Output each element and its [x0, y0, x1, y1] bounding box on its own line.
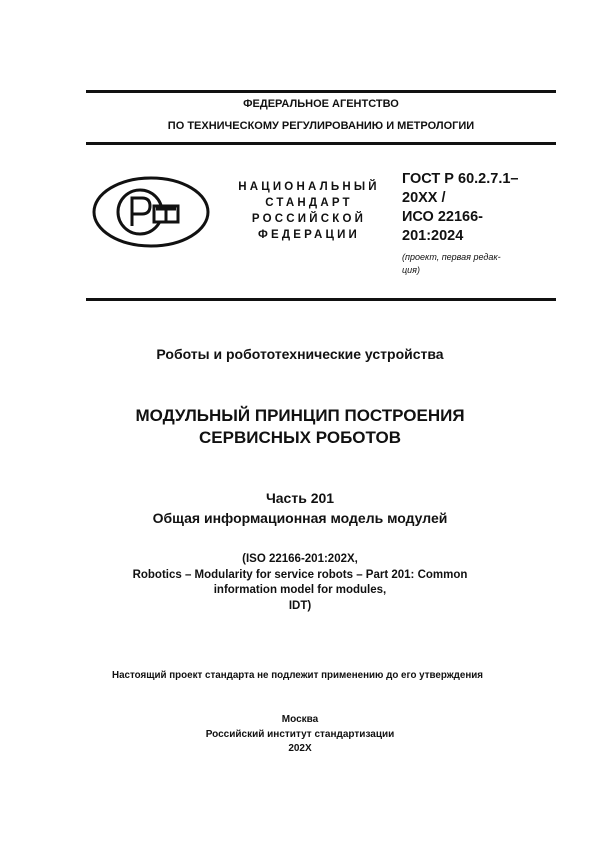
- publication-year: 202X: [288, 743, 312, 754]
- header-rule: [86, 142, 556, 145]
- part-title: [40, 488, 560, 528]
- designation-line-2: 20XX /: [402, 190, 446, 206]
- draft-note: [402, 251, 552, 277]
- draft-note-line-2: ция): [402, 265, 420, 275]
- agency-line-1: ФЕДЕРАЛЬНОЕ АГЕНТСТВО: [243, 98, 399, 110]
- title-line-1: МОДУЛЬНЫЙ ПРИНЦИП ПОСТРОЕНИЯ: [135, 406, 465, 425]
- agency-line-2: ПО ТЕХНИЧЕСКОМУ РЕГУЛИРОВАНИЮ И МЕТРОЛОГИИ: [167, 120, 475, 132]
- natl-line-2: СТАНДАРТ: [265, 197, 353, 209]
- national-standard-label: [214, 179, 404, 243]
- standard-group-title: Роботы и робототехнические устройства: [156, 346, 444, 362]
- iso-reference: [40, 552, 560, 614]
- standard-designation: [402, 170, 562, 246]
- publication-info: [40, 713, 560, 757]
- iso-line-3: information model for modules,: [213, 584, 387, 596]
- part-name: Общая информационная модель модулей: [152, 510, 448, 526]
- iso-line-2: Robotics – Modularity for service robots – Part 201: Common: [132, 568, 468, 581]
- agency-name: [86, 93, 556, 137]
- title-line-2: СЕРВИСНЫХ РОБОТОВ: [199, 428, 401, 447]
- draft-note-line-1: (проект, первая редак-: [402, 252, 501, 262]
- publication-institute: Российский институт стандартизации: [205, 728, 395, 740]
- designation-line-4: 201:2024: [402, 228, 464, 244]
- document-title: [40, 405, 560, 449]
- draft-notice: Настоящий проект стандарта не подлежит применению до его утверждения: [112, 670, 483, 681]
- iso-line-1: (ISO 22166-201:202X,: [242, 553, 358, 565]
- publication-city: Москва: [281, 714, 319, 725]
- natl-line-3: РОССИЙСКОЙ: [251, 213, 367, 225]
- designation-line-1: ГОСТ Р 60.2.7.1–: [402, 171, 519, 187]
- rst-logo-icon: [92, 176, 210, 248]
- middle-rule: [86, 298, 556, 301]
- natl-line-4: ФЕДЕРАЦИИ: [257, 229, 361, 241]
- iso-line-4: IDT): [288, 599, 312, 612]
- designation-line-3: ИСО 22166-: [402, 209, 483, 225]
- part-number: Часть 201: [265, 490, 335, 506]
- natl-line-1: НАЦИОНАЛЬНЫЙ: [238, 181, 380, 193]
